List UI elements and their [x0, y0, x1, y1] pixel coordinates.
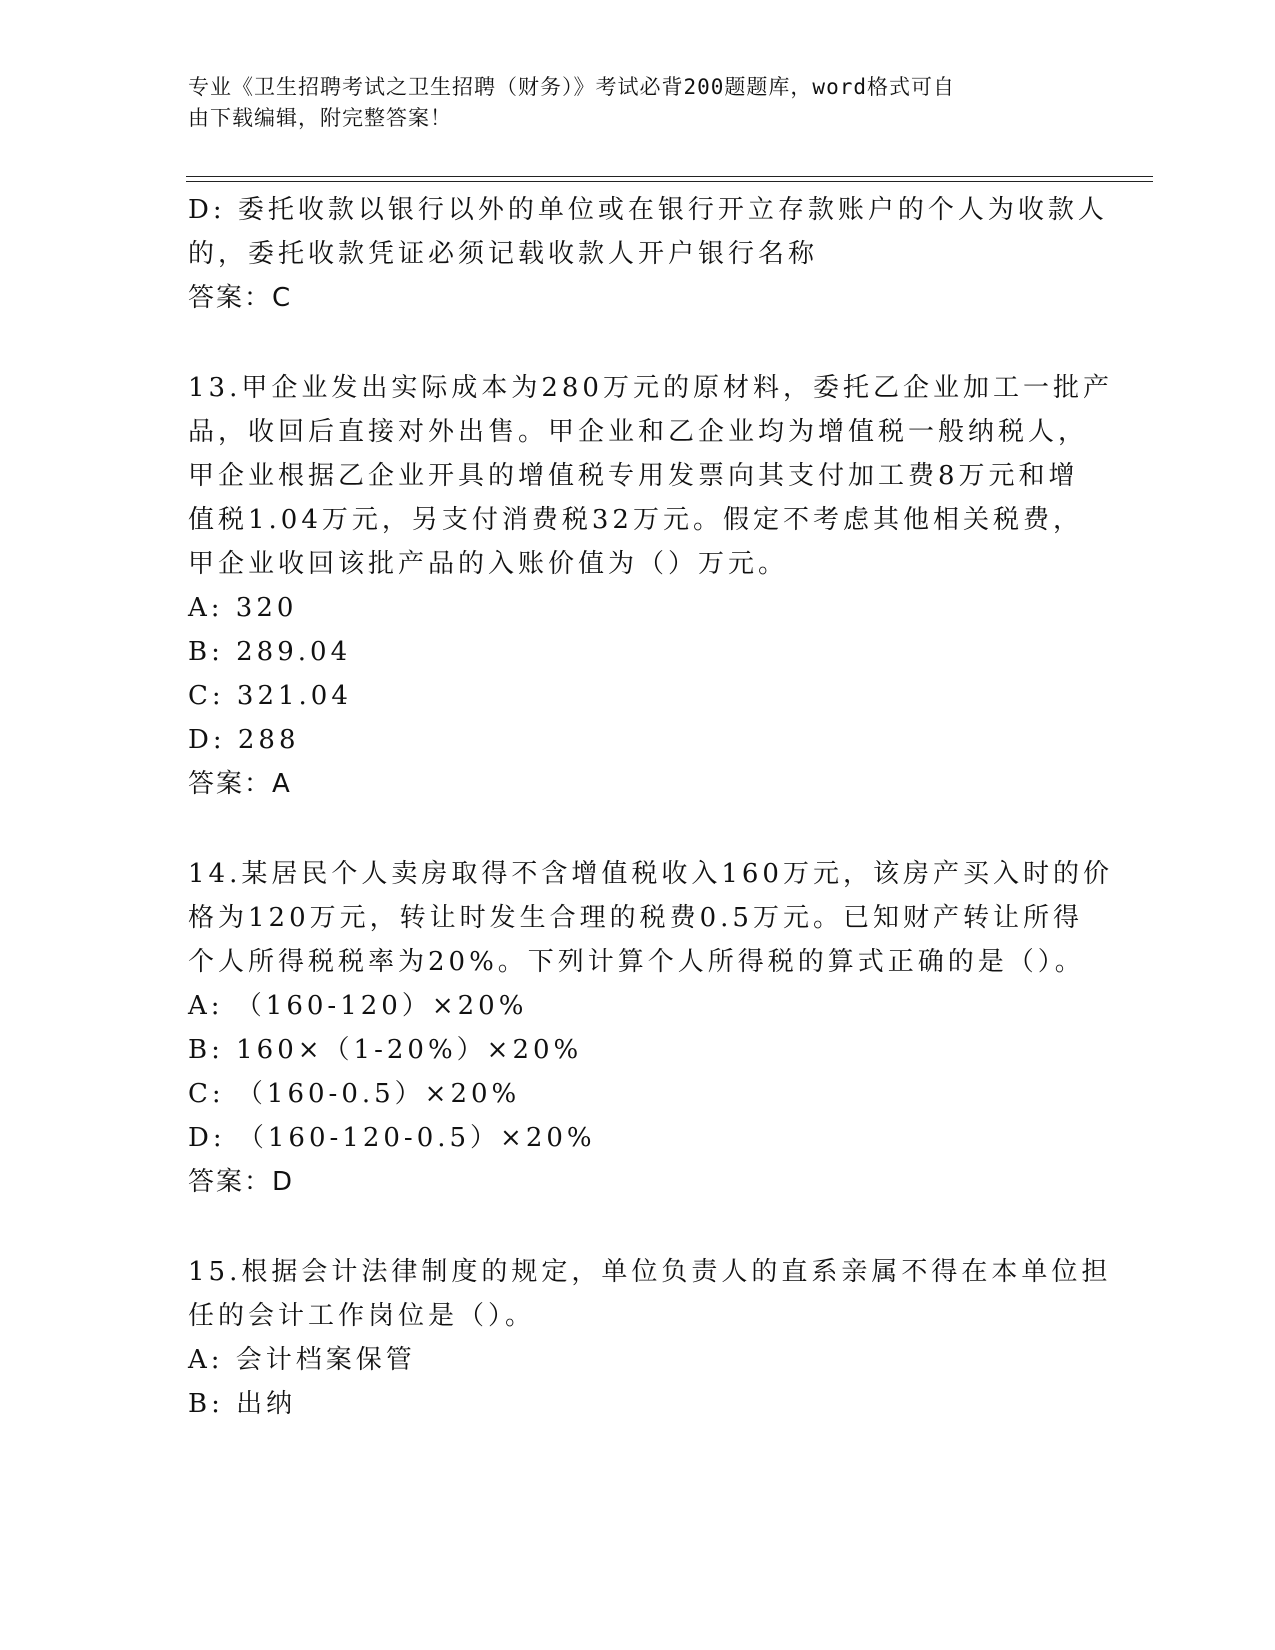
header-rule-bottom — [186, 181, 1153, 182]
option-d-line-1: D: 委托收款以银行以外的单位或在银行开立存款账户的个人为收款人 — [188, 195, 1108, 225]
option-d: D: （160-120-0.5）×20% — [188, 1123, 596, 1153]
question-14 — [188, 852, 1113, 1204]
option-d-line-2: 的，委托收款凭证必须记载收款人开户银行名称 — [188, 239, 819, 269]
option-a: A: 会计档案保管 — [188, 1345, 416, 1375]
option-a: A: 320 — [188, 593, 298, 623]
previous-question-tail — [188, 188, 1108, 320]
question-text-line: 甲企业根据乙企业开具的增值税专用发票向其支付加工费8万元和增 — [188, 461, 1079, 491]
document-header — [188, 72, 1088, 134]
question-text-line: 值税1.04万元，另支付消费税32万元。假定不考虑其他相关税费， — [188, 505, 1083, 535]
option-d: D: 288 — [188, 725, 300, 755]
option-b: B: 160×（1-20%）×20% — [188, 1035, 583, 1065]
question-text-line: 个人所得税税率为20%。下列计算个人所得税的算式正确的是（）。 — [188, 947, 1085, 977]
question-text-line: 甲企业收回该批产品的入账价值为（）万元。 — [188, 549, 789, 579]
option-b: B: 出纳 — [188, 1389, 297, 1419]
question-13 — [188, 366, 1113, 806]
question-text-line: 任的会计工作岗位是（）。 — [188, 1301, 536, 1331]
question-text-line: 14.某居民个人卖房取得不含增值税收入160万元，该房产买入时的价 — [188, 859, 1113, 889]
question-15 — [188, 1250, 1112, 1426]
question-content — [188, 188, 1113, 1426]
question-text-line: 13.甲企业发出实际成本为280万元的原材料，委托乙企业加工一批产 — [188, 373, 1113, 403]
answer-line: 答案：C — [188, 283, 293, 313]
option-a: A: （160-120）×20% — [188, 991, 528, 1021]
answer-line: 答案：A — [188, 769, 292, 799]
header-line-2: 由下载编辑，附完整答案！ — [188, 106, 452, 130]
header-rule-top — [186, 176, 1153, 177]
question-text-line: 格为120万元，转让时发生合理的税费0.5万元。已知财产转让所得 — [188, 903, 1083, 933]
question-text-line: 品，收回后直接对外出售。甲企业和乙企业均为增值税一般纳税人， — [188, 417, 1089, 447]
question-text-line: 15.根据会计法律制度的规定，单位负责人的直系亲属不得在本单位担 — [188, 1257, 1112, 1287]
answer-line: 答案：D — [188, 1167, 295, 1197]
option-b: B: 289.04 — [188, 637, 352, 667]
header-line-1: 专业《卫生招聘考试之卫生招聘（财务）》考试必背200题题库，word格式可自 — [188, 75, 955, 99]
option-c: C: 321.04 — [188, 681, 352, 711]
option-c: C: （160-0.5）×20% — [188, 1079, 521, 1109]
